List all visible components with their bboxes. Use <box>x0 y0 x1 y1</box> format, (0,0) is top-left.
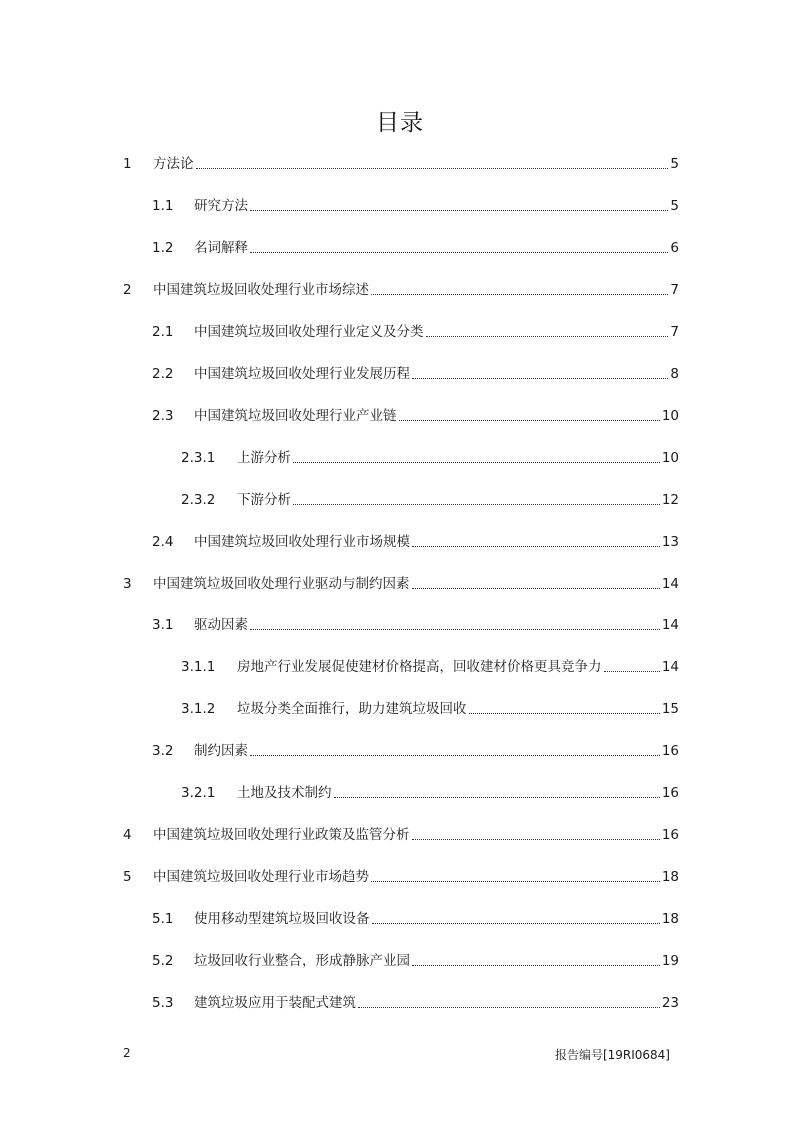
toc-entry-number: 2.3.1 <box>181 449 216 466</box>
toc-entry-page: 16 <box>661 743 679 760</box>
toc-entry-number: 1.1 <box>152 197 174 214</box>
toc-dot-leader <box>412 378 668 379</box>
toc-dot-leader <box>293 462 660 463</box>
toc-entry-label: 中国建筑垃圾回收处理行业市场规模 <box>194 533 410 550</box>
toc-entry-number: 3.1 <box>152 617 174 634</box>
toc-dot-leader <box>196 168 669 169</box>
toc-entry[interactable] <box>181 775 679 801</box>
toc-dot-leader <box>372 923 660 924</box>
toc-entry-label: 土地及技术制约 <box>237 785 332 802</box>
toc-entry-label: 中国建筑垃圾回收处理行业市场综述 <box>153 281 369 298</box>
toc-entry-number: 4 <box>123 827 132 844</box>
toc-entry-label: 房地产行业发展促使建材价格提高，回收建材价格更具竞争力 <box>237 659 602 676</box>
toc-entry-page: 19 <box>661 953 679 970</box>
toc-entry[interactable] <box>181 649 679 675</box>
toc-dot-leader <box>250 210 668 211</box>
toc-entry-label: 下游分析 <box>237 491 291 508</box>
toc-entry-number: 2.4 <box>152 533 174 550</box>
toc-entry-page: 6 <box>670 239 679 256</box>
toc-entry-page: 10 <box>661 449 679 466</box>
toc-entry-number: 5.1 <box>152 911 174 928</box>
toc-entry[interactable] <box>152 398 679 424</box>
toc-entry-label: 垃圾回收行业整合，形成静脉产业园 <box>194 953 410 970</box>
toc-entry-number: 3.1.2 <box>181 701 216 718</box>
toc-entry-page: 12 <box>661 491 679 508</box>
toc-entry-number: 5 <box>123 869 132 886</box>
toc-entry-number: 1 <box>123 156 132 172</box>
toc-entry-label: 中国建筑垃圾回收处理行业政策及监管分析 <box>153 827 410 844</box>
toc-entry[interactable] <box>152 985 679 1011</box>
toc-entry-label: 中国建筑垃圾回收处理行业驱动与制约因素 <box>153 575 410 592</box>
toc-dot-leader <box>399 420 660 421</box>
toc-entry[interactable] <box>181 691 679 717</box>
toc-entry-page: 16 <box>661 785 679 802</box>
toc-entry-number: 3.1.1 <box>181 659 216 676</box>
toc-entry-label: 研究方法 <box>194 197 248 214</box>
toc-entry-label: 名词解释 <box>194 239 248 256</box>
toc-entry[interactable] <box>152 943 679 969</box>
toc-entry-page: 7 <box>670 323 679 340</box>
toc-entry-label: 建筑垃圾应用于装配式建筑 <box>194 995 356 1011</box>
toc-entry-page: 14 <box>661 575 679 592</box>
toc-entry[interactable] <box>152 733 679 759</box>
toc-entry[interactable] <box>181 482 679 508</box>
toc-entry-label: 中国建筑垃圾回收处理行业产业链 <box>194 407 397 424</box>
toc-dot-leader <box>250 629 660 630</box>
toc-entry[interactable] <box>152 188 679 214</box>
toc-entry-label: 使用移动型建筑垃圾回收设备 <box>194 911 370 928</box>
toc-entry-number: 2.3.2 <box>181 491 216 508</box>
toc-entry-page: 14 <box>661 617 679 634</box>
toc-entry[interactable] <box>152 230 679 256</box>
toc-entry-page: 18 <box>661 869 679 886</box>
toc-dot-leader <box>604 671 660 672</box>
toc-entry-number: 5.3 <box>152 995 174 1011</box>
toc-entry-page: 10 <box>661 407 679 424</box>
toc-entry[interactable] <box>152 524 679 550</box>
toc-entry[interactable] <box>123 146 679 172</box>
footer-page-number: 2 <box>123 1046 131 1060</box>
toc-entry-page: 5 <box>670 156 679 172</box>
toc-entry-label: 垃圾分类全面推行，助力建筑垃圾回收 <box>237 701 467 718</box>
toc-dot-leader <box>412 839 660 840</box>
toc-entry-page: 14 <box>661 659 679 676</box>
toc-entry-number: 2.3 <box>152 407 174 424</box>
toc-dot-leader <box>412 588 660 589</box>
toc-entry-number: 3.2 <box>152 743 174 760</box>
toc-entry-label: 中国建筑垃圾回收处理行业市场趋势 <box>153 869 369 886</box>
toc-entry-number: 1.2 <box>152 239 174 256</box>
toc-entry-page: 8 <box>670 365 679 382</box>
toc-entry-label: 上游分析 <box>237 449 291 466</box>
toc-dot-leader <box>358 1007 660 1008</box>
toc-entry-page: 23 <box>661 995 679 1011</box>
toc-dot-leader <box>426 336 669 337</box>
toc-entry-number: 3 <box>123 575 132 592</box>
toc-entry-number: 2 <box>123 281 132 298</box>
page-title: 目录 <box>376 110 424 136</box>
toc-entry[interactable] <box>152 901 679 927</box>
toc-entry-label: 驱动因素 <box>194 617 248 634</box>
toc-entry[interactable] <box>123 272 679 298</box>
toc-entry-page: 18 <box>661 911 679 928</box>
toc-dot-leader <box>371 881 660 882</box>
toc-entry[interactable] <box>152 356 679 382</box>
toc-entry-page: 7 <box>670 281 679 298</box>
footer-report-code: 报告编号[19RI0684] <box>554 1048 670 1062</box>
toc-entry[interactable] <box>123 859 679 885</box>
toc-entry-page: 15 <box>661 701 679 718</box>
toc-entry-page: 16 <box>661 827 679 844</box>
toc-entry-number: 3.2.1 <box>181 785 216 802</box>
toc-dot-leader <box>412 965 660 966</box>
toc-entry[interactable] <box>152 607 679 633</box>
toc-entry[interactable] <box>123 566 679 592</box>
toc-entry-label: 方法论 <box>153 156 194 172</box>
toc-dot-leader <box>371 294 668 295</box>
toc-entry-number: 2.1 <box>152 323 174 340</box>
toc-entry-label: 中国建筑垃圾回收处理行业定义及分类 <box>194 323 424 340</box>
toc-entry-label: 中国建筑垃圾回收处理行业发展历程 <box>194 365 410 382</box>
toc-dot-leader <box>250 252 668 253</box>
toc-dot-leader <box>334 797 660 798</box>
toc-entry-number: 2.2 <box>152 365 174 382</box>
toc-dot-leader <box>293 504 660 505</box>
toc-entry-page: 5 <box>670 197 679 214</box>
toc-entry-label: 制约因素 <box>194 743 248 760</box>
toc-entry[interactable] <box>181 440 679 466</box>
toc-dot-leader <box>469 713 660 714</box>
toc-dot-leader <box>250 755 660 756</box>
toc-entry[interactable] <box>152 314 679 340</box>
toc-dot-leader <box>412 546 660 547</box>
toc-entry-page: 13 <box>661 533 679 550</box>
toc-entry-number: 5.2 <box>152 953 174 970</box>
toc-entry[interactable] <box>123 817 679 843</box>
